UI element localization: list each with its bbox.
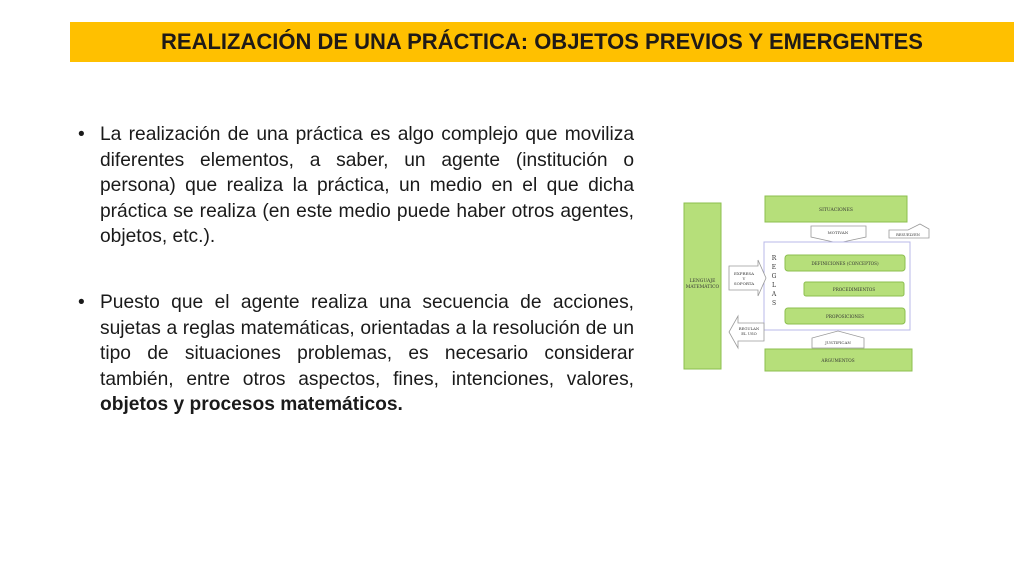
motivan-label: MOTIVAN [827,230,849,235]
argumentos-label: ARGUMENTOS [821,358,855,363]
procedimientos-label: PROCEDIMIENTOS [832,287,876,292]
bullet-dot-icon: • [78,124,85,145]
reglas-letter: A [771,291,777,298]
expresa-label: EXPRESA [733,271,755,276]
reglas-letter: G [771,273,777,280]
title-bar [70,22,1014,62]
proposiciones-label: PROPOSICIONES [825,314,865,319]
regulan-label: REGULAN [738,326,760,331]
resuelven-label: RESUELVEN [896,233,920,237]
bullet-item [78,290,634,418]
lenguaje-label: MATEMÁTICO [685,285,720,290]
bullet-text: Puesto que el agente realiza una secuencia de acciones, sujetas a reglas matemáticas, orientadas a la resolución de un tipo de situaciones problemas, es necesario considerar también, entre otros aspectos, fines, intenciones, valores, [100,291,634,390]
regulan-label: EL USO [741,331,757,336]
slide-title: REALIZACIÓN DE UNA PRÁCTICA: OBJETOS PREVIOS Y EMERGENTES [161,29,923,54]
reglas-letter: L [772,282,776,289]
expresa-label: SOPORTA [733,281,755,286]
reglas-letter: E [771,264,777,271]
reglas-letter: R [771,255,777,262]
expresa-arrow [729,260,766,296]
situaciones-label: SITUACIONES [819,208,853,213]
justifican-label: JUSTIFICAN [825,340,851,345]
bullet-text: La realización de una práctica es algo complejo que moviliza diferentes elementos, a saber, un agente (institución o persona) que realiza la práctica, un medio en el que dicha práctica se realiza (en este medio puede haber otros agentes, objetos, etc.). [100,124,634,248]
lenguaje-label: LENGUAJE [689,279,716,284]
expresa-label: Y [742,276,746,281]
bullet-list [78,122,634,418]
ontosemiotic-diagram [676,190,996,385]
definiciones-label: DEFINICIONES (CONCEPTOS) [811,261,879,266]
reglas-letter: S [771,300,777,307]
bullet-dot-icon: • [78,291,85,313]
bullet-bold-text: objetos y procesos matemáticos. [100,394,403,416]
bullet-item [78,122,634,250]
